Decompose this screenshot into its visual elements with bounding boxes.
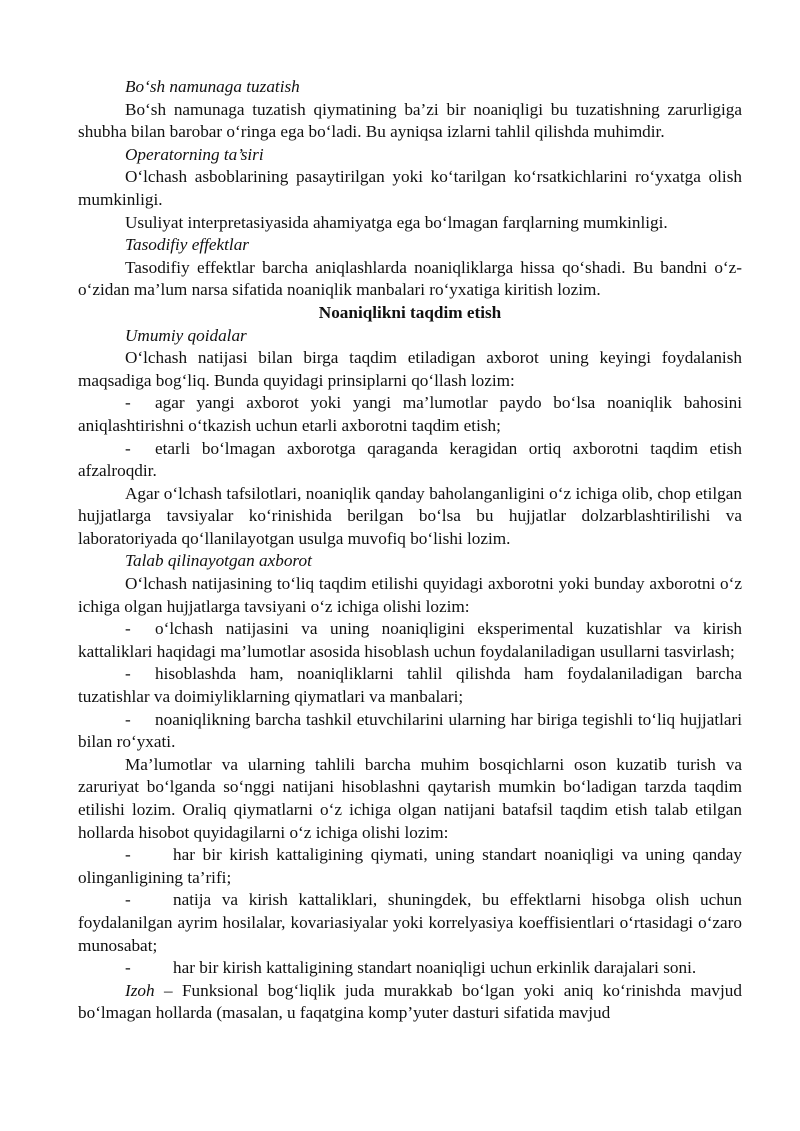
list-dash: - <box>125 709 131 729</box>
list-item-text: natija va kirish kattaliklari, shuningdek, bu effektlarni hisobga olish uchun foydalanilgan ayrim hosilalar, kovariasiyalar yoki korrelyasiya koeffisientlari o‘rtasidagi o‘zaro munosabat; <box>78 890 742 955</box>
list-item-text: hisoblashda ham, noaniqliklarni tahlil qilishda ham foydalaniladigan barcha tuzatishlar va doimiyliklarning qiymatlari va manbalari; <box>78 664 742 707</box>
subheading-operator-effect: Operatorning ta’siri <box>125 144 264 164</box>
paragraph: O‘lchash natijasining to‘liq taqdim etilishi quyidagi axborotni yoki bunday axborotni o‘z ichiga olgan hujjatlarga tavsiyani o‘z ichiga olishi lozim: <box>78 574 742 616</box>
list-dash: - <box>125 438 131 458</box>
list-item <box>78 957 742 980</box>
subheading-blank-correction: Bo‘sh namunaga tuzatish <box>125 77 300 96</box>
paragraph: Bo‘sh namunaga tuzatish qiymatining ba’zi bir noaniqligi bu tuzatishning zarurligiga shubha bilan barobar o‘ringa ega bo‘ladi. Bu ayniqsa izlarni tahlil qilishda muhimdir. <box>78 99 742 142</box>
note-text: – Funksional bog‘liqlik juda murakkab bo‘lgan yoki aniq ko‘rinishda mavjud bo‘lmagan hollarda (masalan, u faqatgina komp’yuter dasturi sifatida mavjud <box>78 980 742 1023</box>
list-dash: - <box>125 393 131 413</box>
list-item <box>78 663 742 708</box>
list-item-text: har bir kirish kattaligining qiymati, uning standart noaniqligi va uning qanday olinganligining ta’rifi; <box>78 845 742 887</box>
list-dash: - <box>125 958 131 978</box>
section-heading: Noaniqlikni taqdim etish <box>318 302 502 322</box>
list-item-text: o‘lchash natijasini va uning noaniqligini eksperimental kuzatishlar va kirish kattaliklari haqidagi ma’lumotlar asosida hisoblash uchun foydalaniladigan usullarni tasvirlash; <box>78 619 742 661</box>
list-item <box>78 392 742 437</box>
note-paragraph <box>78 980 742 1025</box>
list-dash: - <box>125 664 131 684</box>
list-dash: - <box>125 619 131 639</box>
subheading-general-rules: Umumiy qoidalar <box>125 325 247 345</box>
list-item <box>78 618 742 663</box>
subheading-required-info: Talab qilinayotgan axborot <box>125 551 312 571</box>
list-item-text: noaniqlikning barcha tashkil etuvchilarini ularning har biriga tegishli to‘liq hujjatlari bilan ro‘yxati. <box>78 709 742 752</box>
list-item <box>78 709 742 754</box>
paragraph: Agar o‘lchash tafsilotlari, noaniqlik qanday baholanganligini o‘z ichiga olib, chop etilgan hujjatlarga tavsiyalar ko‘rinishida berilgan bo‘lsa bu hujjatlar dolzarblashtirilishi va laboratoriyada qo‘llanilayotgan usulga muvofiq bo‘lishi lozim. <box>78 483 742 548</box>
list-dash: - <box>125 845 131 865</box>
list-item-text: agar yangi axborot yoki yangi ma’lumotlar paydo bo‘lsa noaniqlik bahosini aniqlashtirishni o‘tkazish uchun etarli axborotni taqdim etish; <box>78 393 742 435</box>
subheading-random-effects: Tasodifiy effektlar <box>125 235 249 255</box>
paragraph: O‘lchash asboblarining pasaytirilgan yoki ko‘tarilgan ko‘rsatkichlarini ro‘yxatga olish mumkinligi. <box>78 167 742 209</box>
paragraph: Tasodifiy effektlar barcha aniqlashlarda noaniqliklarga hissa qo‘shadi. Bu bandni o‘z-o‘zidan ma’lum narsa sifatida noaniqlik manbalari ro‘yxatiga kiritish lozim. <box>78 257 742 300</box>
list-item <box>78 844 742 889</box>
list-item-text: har bir kirish kattaligining standart noaniqligi uchun erkinlik darajalari soni. <box>173 958 697 978</box>
list-item-text: etarli bo‘lmagan axborotga qaraganda keragidan ortiq axborotni taqdim etish afzalroqdir. <box>78 438 742 481</box>
paragraph: Usuliyat interpretasiyasida ahamiyatga ega bo‘lmagan farqlarning mumkinligi. <box>125 212 668 232</box>
document-page <box>78 76 742 1025</box>
paragraph: Ma’lumotlar va ularning tahlili barcha muhim bosqichlarni oson kuzatib turish va zaruriyat bo‘lganda so‘nggi natijani hisoblashni qaytarish mumkin bo‘ladigan tarzda taqdim etilishi lozim. Oraliq qiymatlarni o‘z ichiga olgan natijani batafsil taqdim etish talab etilgan hollarda hisobot quyidagilarni o‘z ichiga olishi lozim: <box>78 754 742 842</box>
paragraph: O‘lchash natijasi bilan birga taqdim etiladigan axborot uning keyingi foydalanish maqsadiga bog‘liq. Bunda quyidagi prinsiplarni qo‘llash lozim: <box>78 348 742 390</box>
list-item <box>78 889 742 957</box>
list-dash: - <box>125 890 131 910</box>
list-item <box>78 438 742 483</box>
note-label: Izoh <box>125 980 155 1000</box>
